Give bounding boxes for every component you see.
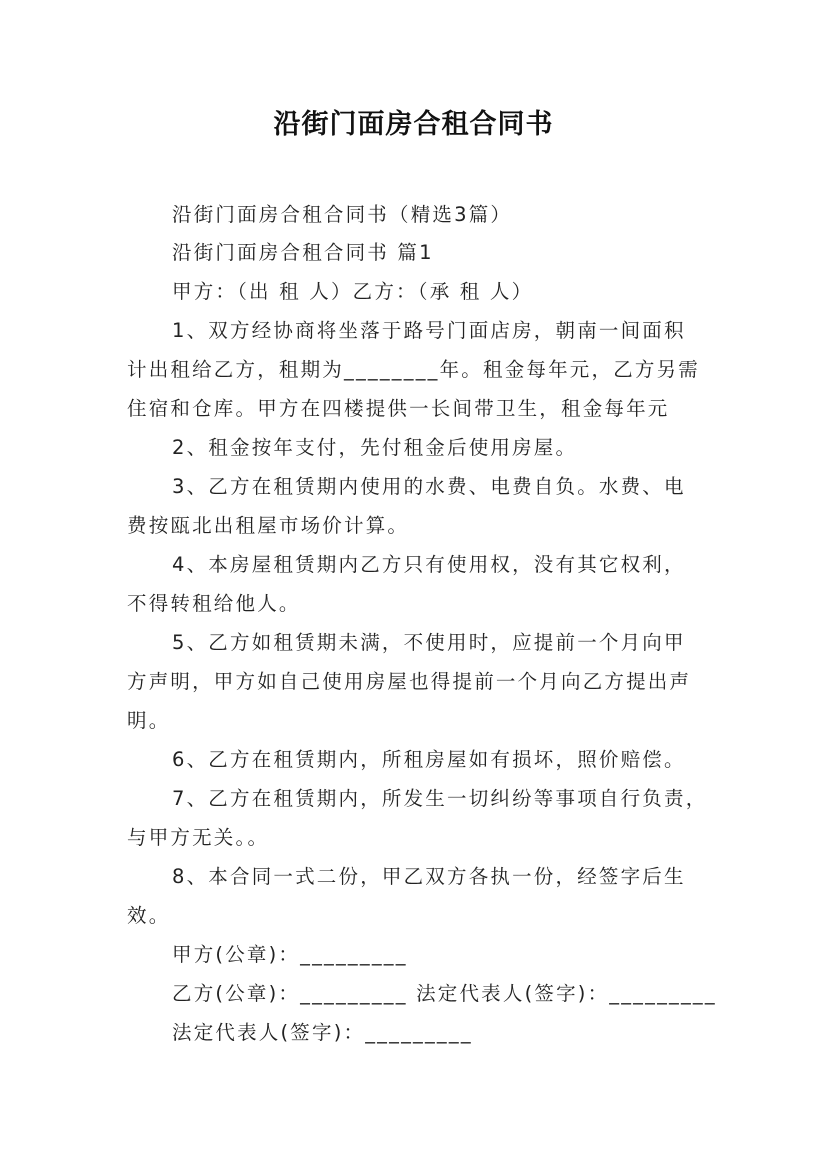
clause-3-line-2: 费按瓯北出租屋市场价计算。: [127, 514, 410, 537]
document-title: 沿街门面房合租合同书: [273, 109, 554, 140]
clause-5-line-1: 5、乙方如租赁期未满，不使用时，应提前一个月向甲: [172, 631, 686, 654]
clause-6: 6、乙方在租赁期内，所租房屋如有损坏，照价赔偿。: [172, 748, 686, 771]
clause-8-line-1: 8、本合同一式二份，甲乙双方各执一份，经签字后生: [172, 865, 686, 888]
parties-line: 甲方：（出 租 人）乙方：（承 租 人）: [172, 280, 534, 303]
section-heading: 沿街门面房合租合同书 篇1: [172, 241, 434, 264]
party-b-seal-line: 乙方(公章)：_________ 法定代表人(签字)：_________: [172, 982, 717, 1005]
clause-8-line-2: 效。: [127, 904, 171, 927]
clause-1-line-3: 住宿和仓库。甲方在四楼提供一长间带卫生，租金每年元: [127, 397, 670, 420]
clause-2: 2、租金按年支付，先付租金后使用房屋。: [172, 436, 578, 459]
clause-3-line-1: 3、乙方在租赁期内使用的水费、电费自负。水费、电: [172, 475, 686, 498]
clause-1-line-1: 1、双方经协商将坐落于路号门面店房，朝南一间面积: [172, 319, 686, 342]
subtitle-line: 沿街门面房合租合同书（精选3篇）: [172, 203, 513, 226]
clause-7-line-2: 与甲方无关。。: [127, 826, 270, 849]
clause-7-line-1: 7、乙方在租赁期内，所发生一切纠纷等事项自行负责，: [172, 787, 708, 810]
clause-1-line-2: 计出租给乙方，租期为________年。租金每年元，乙方另需: [127, 358, 701, 381]
clause-4-line-2: 不得转租给他人。: [127, 592, 301, 615]
clause-4-line-1: 4、本房屋租赁期内乙方只有使用权，没有其它权利，: [172, 553, 686, 576]
clause-5-line-3: 明。: [127, 709, 171, 732]
clause-5-line-2: 方声明，甲方如自己使用房屋也得提前一个月向乙方提出声: [127, 670, 692, 693]
legal-rep-signature-line: 法定代表人(签字)：_________: [172, 1021, 473, 1044]
party-a-seal-line: 甲方(公章)：_________: [172, 943, 408, 966]
